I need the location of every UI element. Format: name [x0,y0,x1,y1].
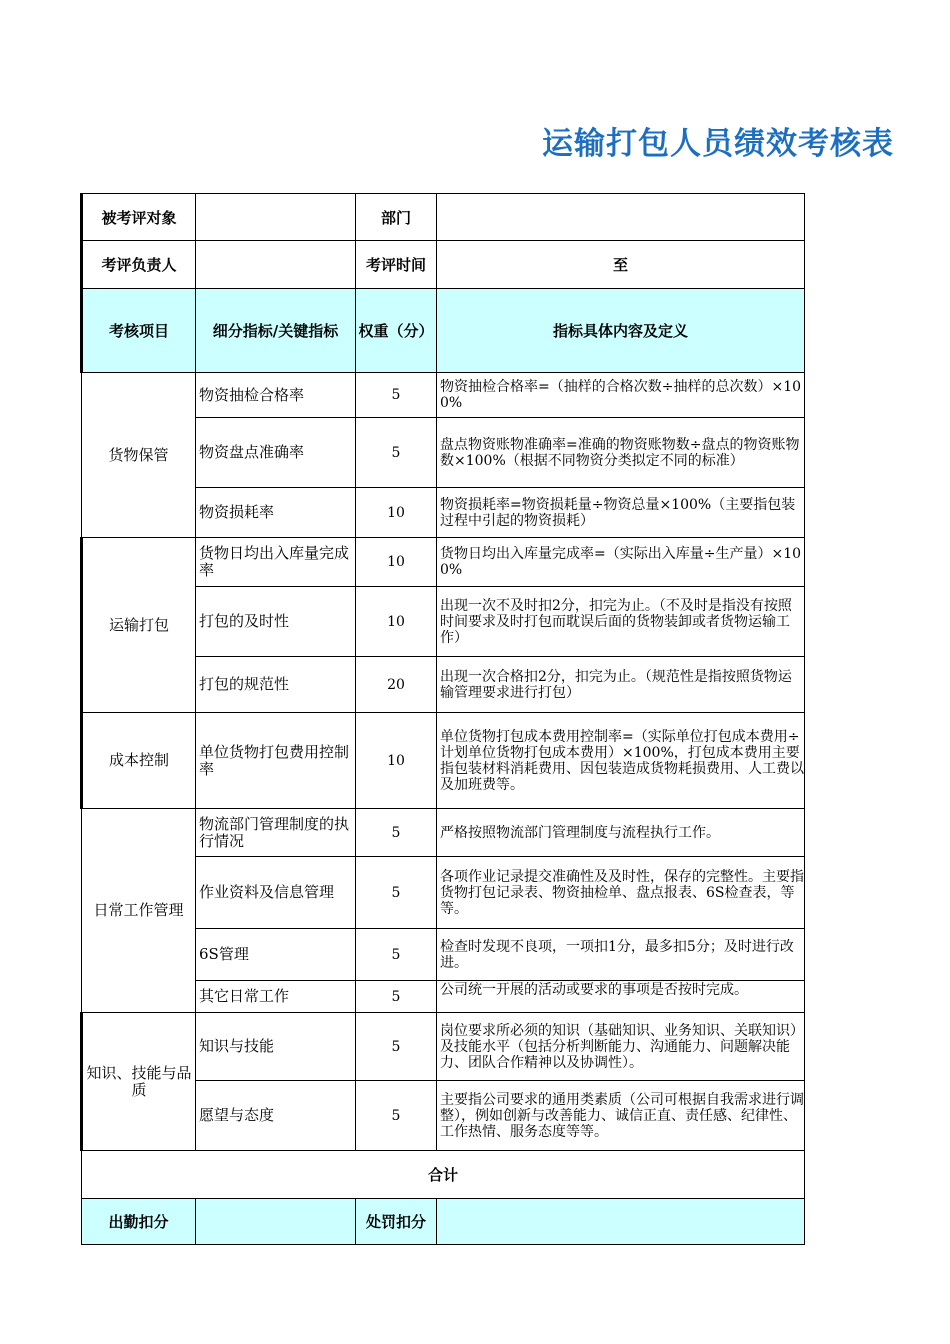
indicator-cell: 货物日均出入库量完成率 [196,538,356,587]
evaluator-field[interactable] [196,241,356,289]
table-row [82,1013,805,1081]
weight-cell: 20 [356,657,437,713]
category-cell: 成本控制 [82,713,196,809]
weight-cell: 10 [356,488,437,538]
total-label: 合计 [82,1151,805,1199]
col-item-header: 考核项目 [82,289,196,373]
evaluator-label: 考评负责人 [82,241,196,289]
indicator-cell: 物流部门管理制度的执行情况 [196,809,356,857]
table-row [82,373,805,418]
definition-cell: 物资抽检合格率=（抽样的合格次数÷抽样的总次数）×100% [437,373,805,418]
period-label: 考评时间 [356,241,437,289]
indicator-cell: 其它日常工作 [196,981,356,1013]
table-row [82,809,805,857]
weight-cell: 5 [356,373,437,418]
definition-cell: 公司统一开展的活动或要求的事项是否按时完成。 [437,981,805,1013]
weight-cell: 5 [356,809,437,857]
definition-cell: 岗位要求所必须的知识（基础知识、业务知识、关联知识）及技能水平（包括分析判断能力、沟通能力、问题解决能力、团队合作精神以及协调性）。 [437,1013,805,1081]
category-cell: 日常工作管理 [82,809,196,1013]
indicator-cell: 作业资料及信息管理 [196,857,356,929]
penalty-deduction-label: 处罚扣分 [356,1199,437,1245]
weight-cell: 10 [356,713,437,809]
definition-cell: 各项作业记录提交准确性及及时性，保存的完整性。主要指货物打包记录表、物资抽检单、盘点报表、6S检查表，等等。 [437,857,805,929]
indicator-cell: 物资抽检合格率 [196,373,356,418]
indicator-cell: 6S管理 [196,929,356,981]
indicator-cell: 物资盘点准确率 [196,418,356,488]
page-title: 运输打包人员绩效考核表 [542,126,894,162]
table-row [82,713,805,809]
weight-cell: 5 [356,981,437,1013]
indicator-cell: 单位货物打包费用控制率 [196,713,356,809]
category-cell: 知识、技能与品质 [82,1013,196,1151]
attendance-deduction-label: 出勤扣分 [82,1199,196,1245]
weight-cell: 5 [356,1013,437,1081]
col-definition-header: 指标具体内容及定义 [437,289,805,373]
definition-cell: 检查时发现不良项，一项扣1分，最多扣5分；及时进行改进。 [437,929,805,981]
indicator-cell: 打包的规范性 [196,657,356,713]
col-weight-header: 权重（分） [356,289,437,373]
category-cell: 货物保管 [82,373,196,538]
weight-cell: 5 [356,1081,437,1151]
weight-cell: 10 [356,587,437,657]
evaluatee-field[interactable] [196,194,356,241]
column-header-row [82,289,805,373]
category-cell: 运输打包 [82,538,196,713]
indicator-cell: 打包的及时性 [196,587,356,657]
weight-cell: 5 [356,418,437,488]
definition-cell: 主要指公司要求的通用类素质（公司可根据自我需求进行调整），例如创新与改善能力、诚信正直、责任感、纪律性、工作热情、服务态度等等。 [437,1081,805,1151]
definition-cell: 货物日均出入库量完成率=（实际出入库量÷生产量）×100% [437,538,805,587]
indicator-cell: 物资损耗率 [196,488,356,538]
definition-cell: 出现一次合格扣2分，扣完为止。（规范性是指按照货物运输管理要求进行打包） [437,657,805,713]
attendance-deduction-field[interactable] [196,1199,356,1245]
evaluator-row [82,241,805,289]
indicator-cell: 知识与技能 [196,1013,356,1081]
dept-field[interactable] [437,194,805,241]
total-row [82,1151,805,1199]
definition-cell: 物资损耗率=物资损耗量÷物资总量×100%（主要指包装过程中引起的物资损耗） [437,488,805,538]
dept-label: 部门 [356,194,437,241]
definition-cell: 单位货物打包成本费用控制率=（实际单位打包成本费用÷计划单位货物打包成本费用）×100%，打包成本费用主要指包装材料消耗费用、因包装造成货物耗损费用、人工费以及加班费等。 [437,713,805,809]
evaluatee-row [82,194,805,241]
definition-cell: 出现一次不及时扣2分，扣完为止。（不及时是指没有按照时间要求及时打包而耽误后面的货物装卸或者货物运输工作） [437,587,805,657]
deduction-row [82,1199,805,1245]
definition-cell: 盘点物资账物准确率=准确的物资账物数÷盘点的物资账物数×100%（根据不同物资分类拟定不同的标准） [437,418,805,488]
col-indicator-header: 细分指标/关键指标 [196,289,356,373]
evaluation-table [80,193,805,1245]
period-field[interactable]: 至 [437,241,805,289]
weight-cell: 5 [356,857,437,929]
weight-cell: 10 [356,538,437,587]
definition-cell: 严格按照物流部门管理制度与流程执行工作。 [437,809,805,857]
indicator-cell: 愿望与态度 [196,1081,356,1151]
weight-cell: 5 [356,929,437,981]
evaluatee-label: 被考评对象 [82,194,196,241]
penalty-deduction-field[interactable] [437,1199,805,1245]
table-row [82,538,805,587]
